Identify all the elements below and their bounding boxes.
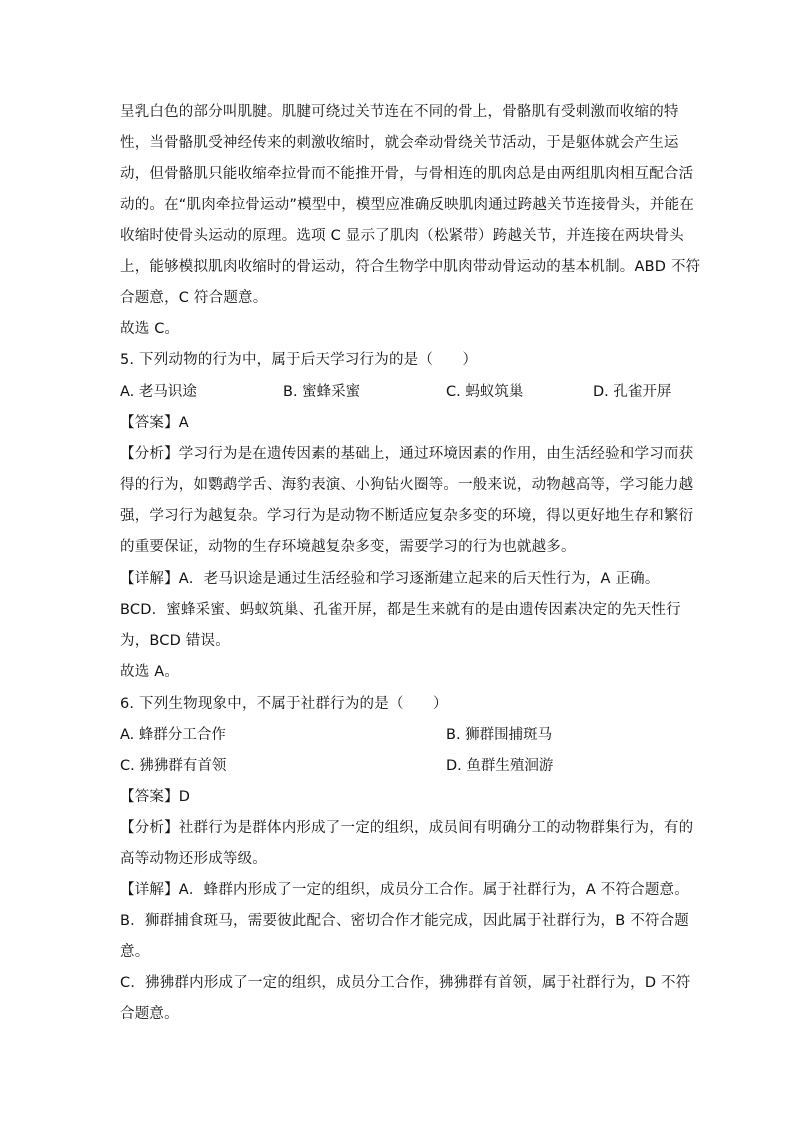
q6-option-d: D. 鱼群生殖洄游 <box>446 758 554 774</box>
intro-line-3: 动，但骨骼肌只能收缩牵拉骨而不能推开骨，与骨相连的肌肉总是由两组肌肉相互配合活 <box>120 166 694 182</box>
q6-detail-line-5: 合题意。 <box>120 1006 179 1022</box>
q6-detail-line-1: 【详解】A．蜂群内形成了一定的组织，成员分工合作。属于社群行为，A 不符合题意。 <box>120 882 689 898</box>
q5-option-c: C. 蚂蚁筑巢 <box>446 384 524 400</box>
q5-detail-line-3: 为，BCD 错误。 <box>120 633 230 649</box>
intro-conclusion: 故选 C。 <box>120 321 180 337</box>
q5-stem: 5. 下列动物的行为中，属于后天学习行为的是（ ） <box>120 352 478 368</box>
q6-answer: 【答案】D <box>120 789 191 805</box>
intro-line-6: 上，能够模拟肌肉收缩时的骨运动，符合生物学中肌肉带动骨运动的基本机制。ABD 不符 <box>120 259 701 275</box>
q6-option-c: C. 狒狒群有首领 <box>120 758 227 774</box>
q5-conclusion: 故选 A。 <box>120 664 180 680</box>
q6-detail-line-2: B．狮群捕食斑马，需要彼此配合、密切合作才能完成，因此属于社群行为，B 不符合题 <box>120 913 690 929</box>
q5-analysis-line-4: 的重要保证，动物的生存环境越复杂多变，需要学习的行为也就越多。 <box>120 539 576 555</box>
q6-analysis-line-2: 高等动物还形成等级。 <box>120 851 267 867</box>
intro-line-5: 收缩时使骨头运动的原理。选项 C 显示了肌肉（松紧带）跨越关节，并连接在两块骨头 <box>120 228 684 244</box>
q6-detail-line-3: 意。 <box>120 944 150 960</box>
q5-option-b: B. 蜜蜂采蜜 <box>283 384 361 400</box>
q5-analysis-line-1: 【分析】学习行为是在遗传因素的基础上，通过环境因素的作用，由生活经验和学习而获 <box>120 446 694 462</box>
q6-detail-line-4: C．狒狒群内形成了一定的组织，成员分工合作，狒狒群有首领，属于社群行为，D 不符 <box>120 975 691 991</box>
q5-answer: 【答案】A <box>120 415 189 431</box>
q6-option-a: A. 蜂群分工合作 <box>120 727 226 743</box>
q5-analysis-line-3: 强，学习行为越复杂。学习行为是动物不断适应复杂多变的环境，得以更好地生存和繁衍 <box>120 508 694 524</box>
intro-line-2: 性，当骨骼肌受神经传来的刺激收缩时，就会牵动骨绕关节活动，于是躯体就会产生运 <box>120 135 679 151</box>
q6-stem: 6. 下列生物现象中，不属于社群行为的是（ ） <box>120 696 448 712</box>
q6-option-b: B. 狮群围捕斑马 <box>446 727 553 743</box>
q5-detail-line-1: 【详解】A．老马识途是通过生活经验和学习逐渐建立起来的后天性行为，A 正确。 <box>120 571 660 587</box>
intro-line-7: 合题意，C 符合题意。 <box>120 290 268 306</box>
q5-option-d: D. 孔雀开屏 <box>593 384 672 400</box>
intro-line-4: 动的。在“肌肉牵拉骨运动”模型中，模型应准确反映肌肉通过跨越关节连接骨头，并能在 <box>120 197 695 213</box>
intro-line-1: 呈乳白色的部分叫肌腱。肌腱可绕过关节连在不同的骨上，骨骼肌有受刺激而收缩的特 <box>120 104 679 120</box>
q5-option-a: A. 老马识途 <box>120 384 197 400</box>
q5-analysis-line-2: 得的行为，如鹦鹉学舌、海豹表演、小狗钻火圈等。一般来说，动物越高等，学习能力越 <box>120 477 694 493</box>
q5-detail-line-2: BCD．蜜蜂采蜜、蚂蚁筑巢、孔雀开屏，都是生来就有的是由遗传因素决定的先天性行 <box>120 602 681 618</box>
q6-analysis-line-1: 【分析】社群行为是群体内形成了一定的组织，成员间有明确分工的动物群集行为，有的 <box>120 820 694 836</box>
